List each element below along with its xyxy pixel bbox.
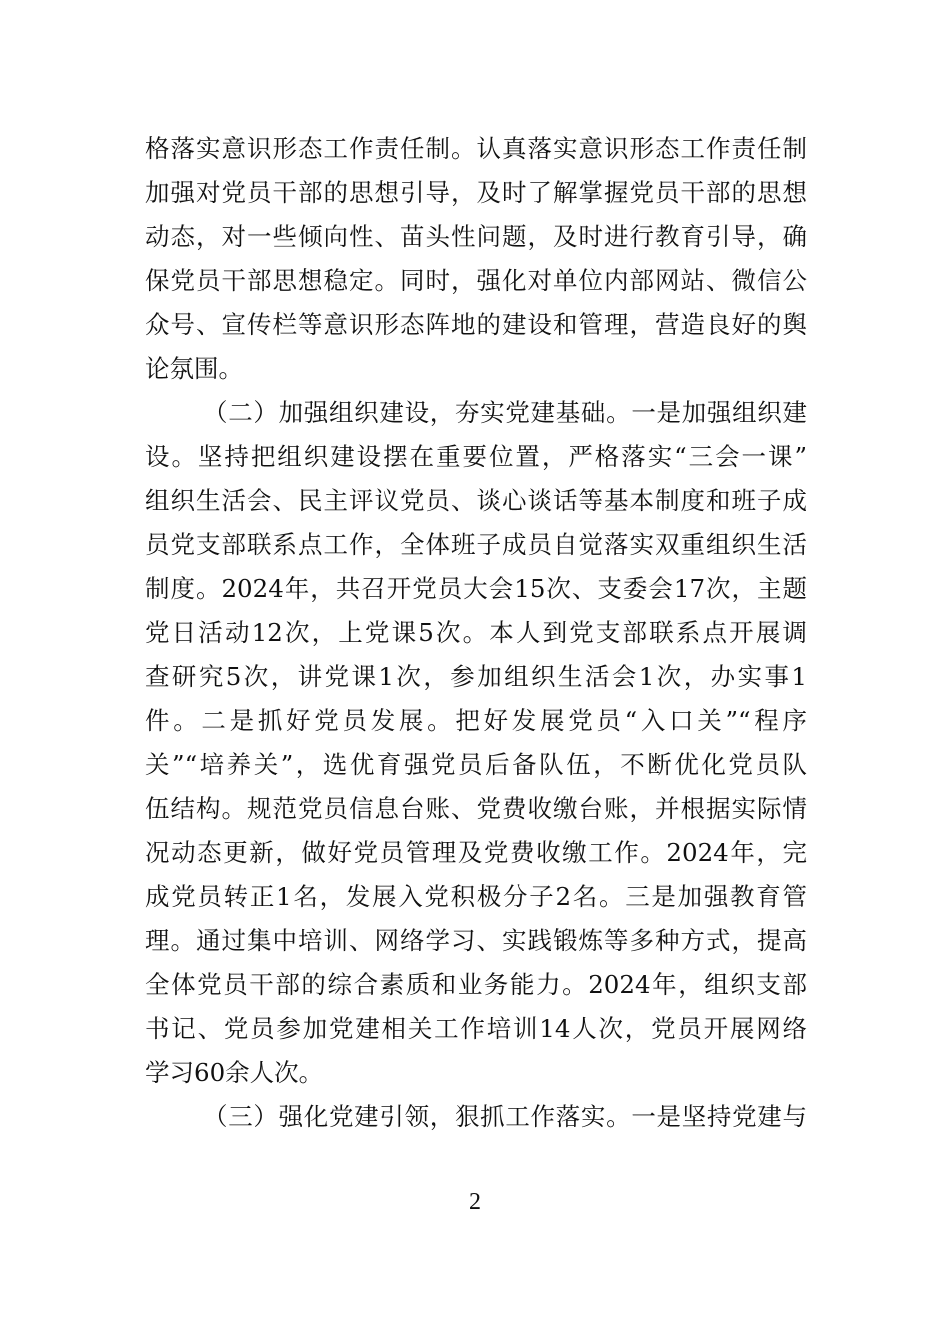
text-line: 论氛围。: [145, 354, 243, 383]
text-line: 查研究5次，讲党课1次，参加组织生活会1次，办实事1: [145, 662, 807, 691]
text-line: 组织生活会、民主评议党员、谈心谈话等基本制度和班子成: [145, 486, 807, 515]
text-line: 动态，对一些倾向性、苗头性问题，及时进行教育引导，确: [145, 222, 807, 251]
text-line: 伍结构。规范党员信息台账、党费收缴台账，并根据实际情: [145, 794, 807, 823]
text-line: 件。二是抓好党员发展。把好发展党员“入口关”“程序: [145, 706, 807, 735]
page-number: 2: [469, 1189, 481, 1215]
text-line: 设。坚持把组织建设摆在重要位置，严格落实“三会一课”: [145, 442, 807, 471]
text-line: 全体党员干部的综合素质和业务能力。2024年，组织支部: [145, 970, 807, 999]
text-line: 理。通过集中培训、网络学习、实践锻炼等多种方式，提高: [145, 926, 807, 955]
text-line: 况动态更新，做好党员管理及党费收缴工作。2024年，完: [145, 838, 807, 867]
text-line: 格落实意识形态工作责任制。认真落实意识形态工作责任制: [145, 134, 807, 163]
text-line: 学习60余人次。: [145, 1058, 324, 1087]
text-line: 众号、宣传栏等意识形态阵地的建设和管理，营造良好的舆: [145, 310, 807, 339]
text-line: 制度。2024年，共召开党员大会15次、支委会17次，主题: [145, 574, 807, 603]
text-line: 员党支部联系点工作，全体班子成员自觉落实双重组织生活: [145, 530, 807, 559]
section-heading-line: （三）强化党建引领，狠抓工作落实。一是坚持党建与: [203, 1102, 807, 1131]
section-heading-line: （二）加强组织建设，夯实党建基础。一是加强组织建: [203, 398, 807, 427]
text-line: 党日活动12次，上党课5次。本人到党支部联系点开展调: [145, 618, 807, 647]
text-line: 书记、党员参加党建相关工作培训14人次，党员开展网络: [145, 1014, 807, 1043]
text-line: 关”“培养关”，选优育强党员后备队伍，不断优化党员队: [145, 750, 807, 779]
text-line: 保党员干部思想稳定。同时，强化对单位内部网站、微信公: [145, 266, 807, 295]
text-line: 加强对党员干部的思想引导，及时了解掌握党员干部的思想: [145, 178, 807, 207]
text-line: 成党员转正1名，发展入党积极分子2名。三是加强教育管: [145, 882, 807, 911]
